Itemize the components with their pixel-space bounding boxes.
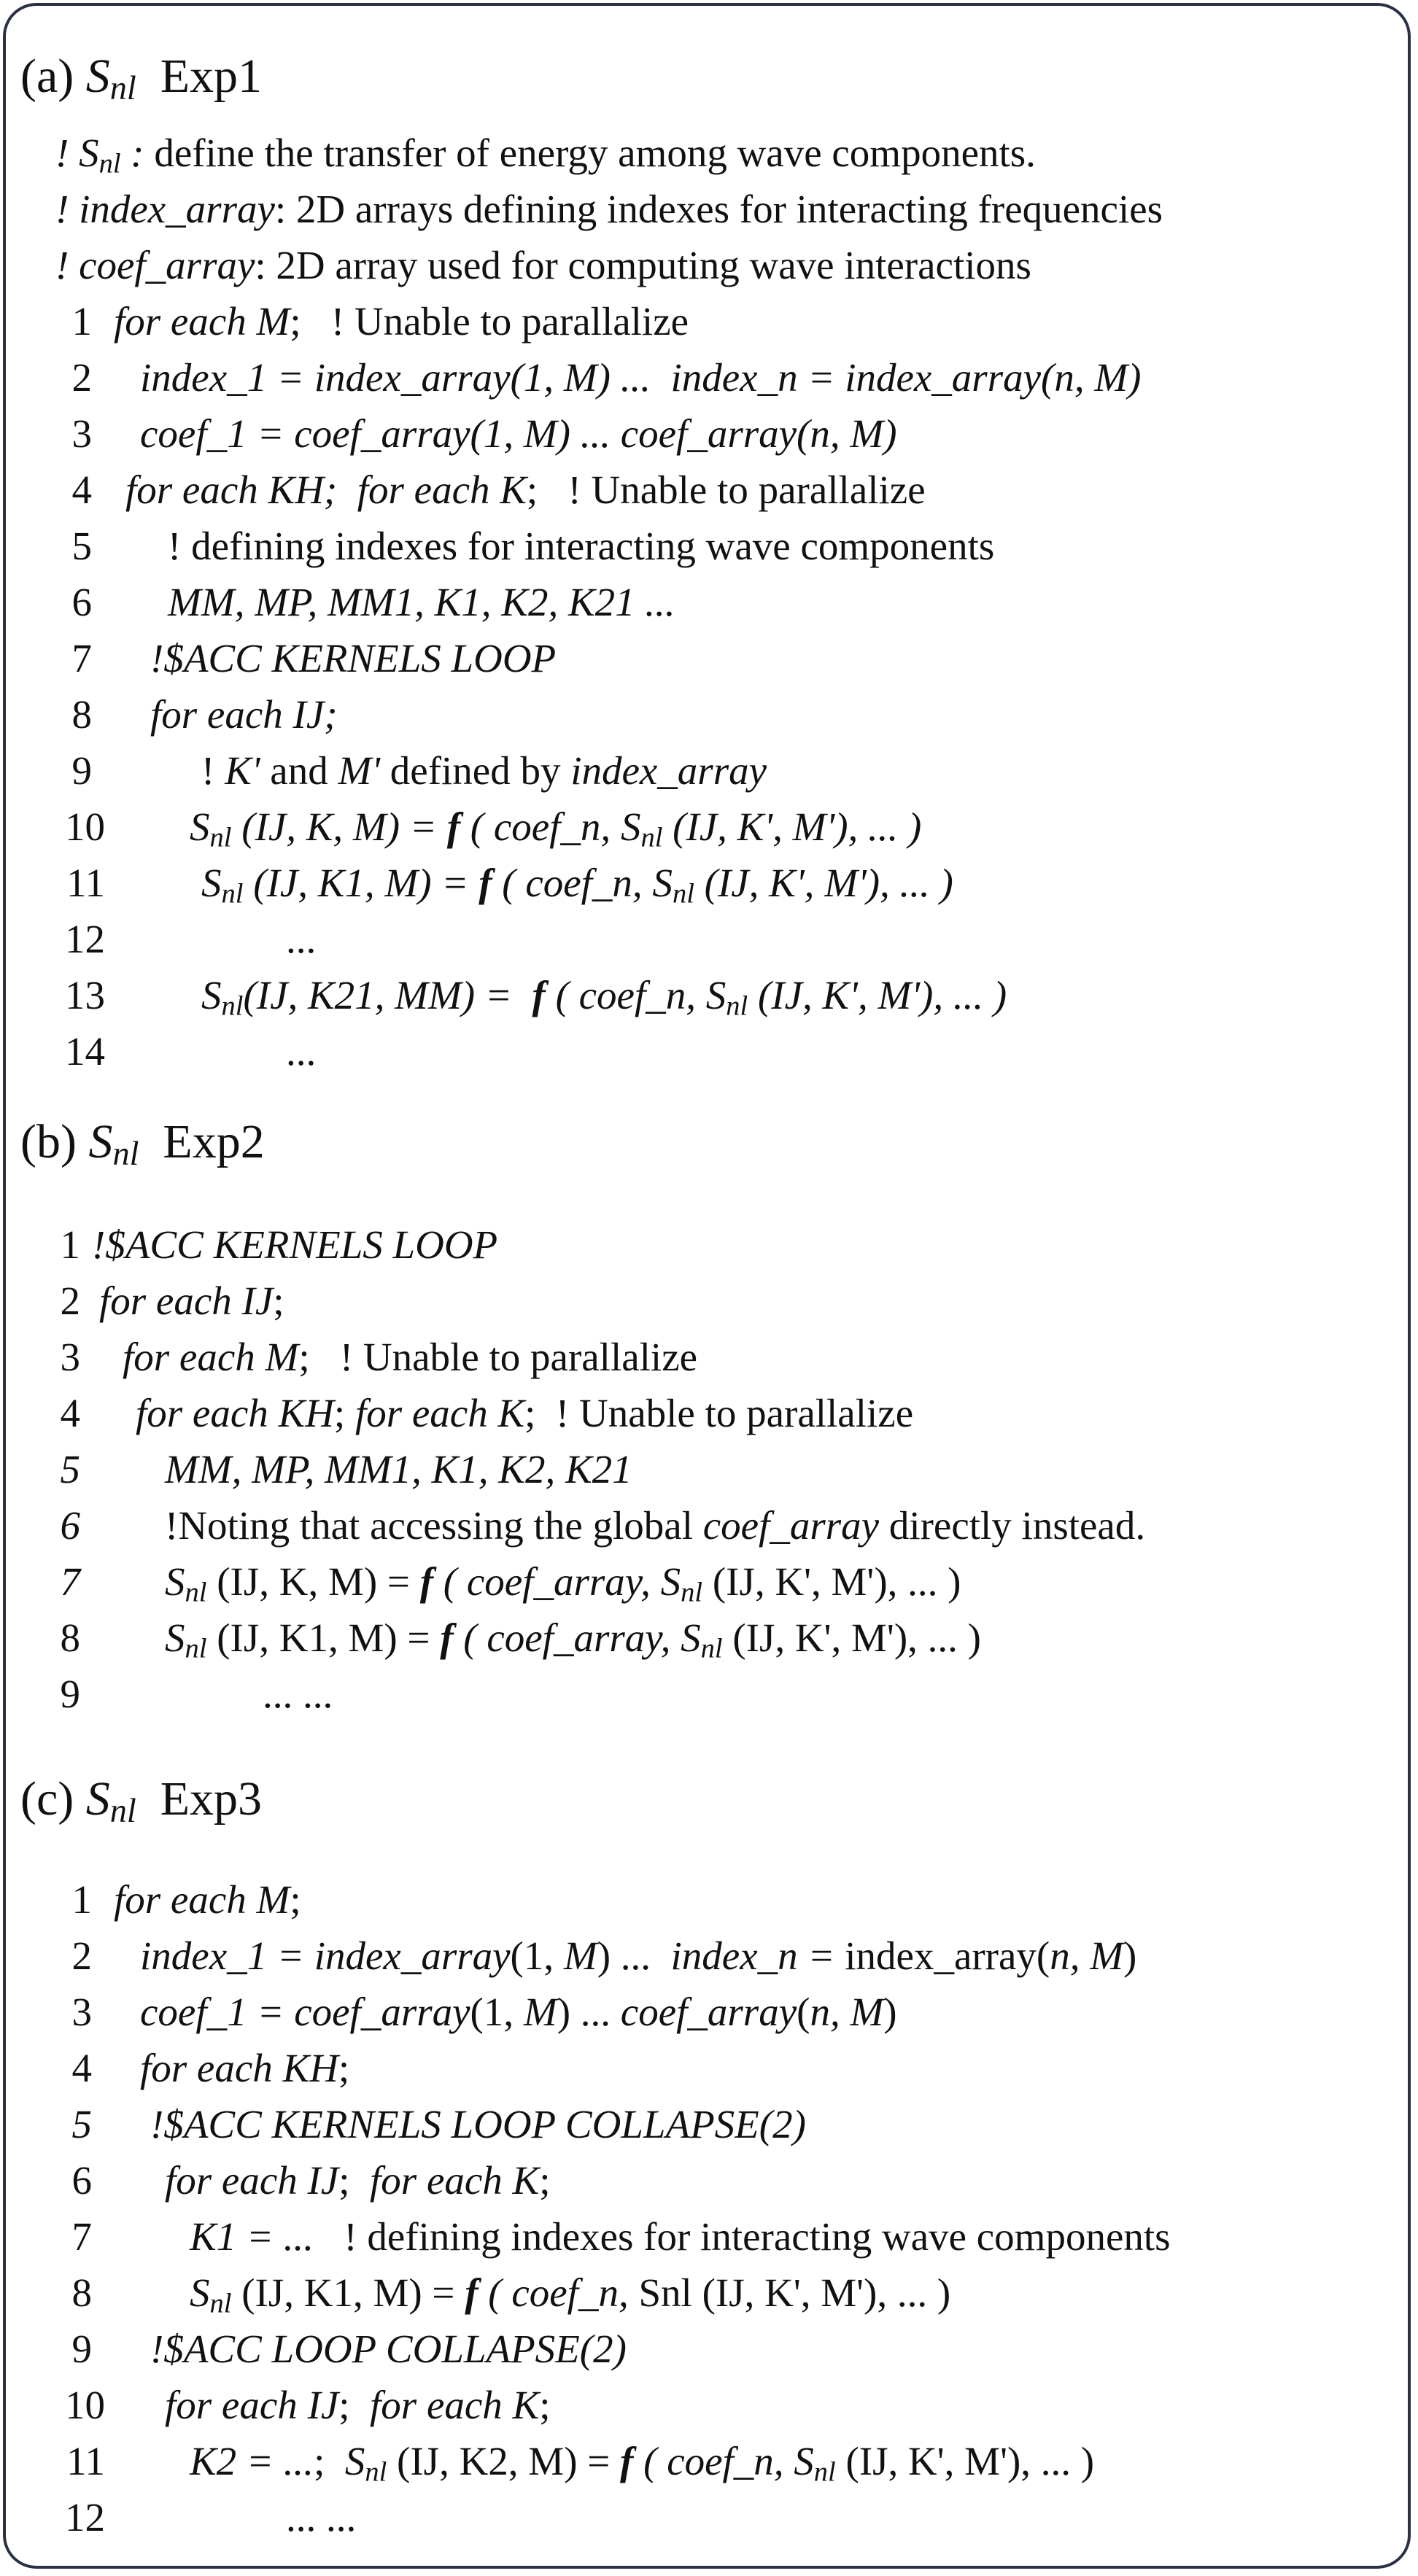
c3-text: : 2D array used for computing wave interactions	[255, 243, 1031, 287]
seg: directly instead.	[879, 1503, 1146, 1548]
code-line	[190, 2267, 950, 2319]
seg: nl	[209, 2288, 232, 2319]
seg: f	[419, 1559, 434, 1604]
seg: for each KH; for each K	[125, 468, 527, 512]
seg: M	[523, 1990, 557, 2034]
seg: for each M	[114, 1877, 290, 1922]
section-a-label: (a)	[20, 50, 74, 103]
seg: ( coef_n,	[478, 2270, 639, 2315]
seg: S	[620, 804, 641, 849]
code-line: ...	[286, 1029, 317, 1074]
code-line: coef_1 = coef_array(1, M) ... coef_array(n, M)	[140, 411, 897, 456]
line-number: 9	[71, 2327, 92, 2371]
code-line	[165, 1613, 981, 1664]
seg: S	[201, 861, 222, 905]
line-number: 10	[65, 2383, 105, 2427]
seg: defined by	[380, 748, 571, 793]
code-line: MM, MP, MM1, K1, K2, K21 ...	[168, 580, 675, 624]
seg: M'	[338, 748, 381, 793]
code-line: for each IJ;	[150, 692, 338, 737]
line-number: 6	[71, 580, 92, 624]
line-number: 4	[60, 1391, 80, 1435]
seg: nl	[681, 1577, 703, 1608]
seg: index_n =	[670, 1933, 845, 1978]
seg: Snl (IJ, K', M'), ... )	[638, 2270, 951, 2315]
seg: ( coef_array,	[453, 1615, 681, 1660]
seg: )	[883, 1990, 897, 2034]
seg: ;	[338, 2046, 350, 2090]
seg: index_array	[570, 748, 767, 793]
seg: (IJ, K', M'), ... )	[694, 861, 953, 905]
section-a-exp: Exp1	[160, 50, 263, 103]
code-line: !$ACC LOOP COLLAPSE(2)	[150, 2327, 627, 2371]
seg: for each K	[354, 1391, 525, 1435]
seg: for each KH	[136, 1391, 334, 1435]
code-line: ... ...	[263, 1672, 333, 1716]
line-number: 12	[65, 2495, 105, 2540]
code-line	[114, 296, 689, 347]
seg: coef_array	[702, 1503, 880, 1548]
snl-symbol: S	[85, 1772, 110, 1826]
seg: (IJ, K', M'), ... )	[702, 1559, 961, 1604]
line-number: 2	[71, 355, 92, 400]
line-number: 9	[71, 748, 92, 793]
line-number: 12	[65, 917, 105, 961]
code-line	[136, 1388, 913, 1439]
comment-line-2	[55, 184, 1163, 235]
line-number: 13	[65, 973, 105, 1017]
seg: f	[440, 1615, 454, 1660]
code-line	[190, 2436, 1094, 2487]
seg: S	[165, 1615, 185, 1660]
line-number: 5	[71, 524, 92, 568]
c2-pre: ! index_array	[55, 187, 275, 231]
seg: f	[446, 804, 461, 849]
line-number: 7	[71, 2214, 92, 2259]
snl-subscript: nl	[112, 1135, 139, 1173]
seg: ; ! Unable to parallalize	[524, 1391, 914, 1435]
seg: S	[660, 1559, 681, 1604]
line-number: 10	[65, 804, 105, 849]
seg: S	[652, 861, 673, 905]
code-line: ...	[286, 917, 317, 961]
seg: S	[190, 804, 210, 849]
code-line: ! defining indexes for interacting wave components	[168, 524, 995, 568]
snl-subscript: nl	[109, 69, 136, 107]
seg: ) ...	[557, 1990, 621, 2034]
code-line	[165, 1556, 961, 1607]
code-line: index_1 = index_array(1, M) ... index_n = index_array(n, M)	[140, 355, 1142, 400]
seg: S	[705, 973, 727, 1017]
code-line	[99, 1276, 284, 1327]
seg: ( coef_n,	[460, 804, 621, 849]
seg: K1 = ...	[190, 2214, 314, 2259]
seg: n, M	[1050, 1933, 1124, 1978]
code-line	[165, 1500, 1145, 1551]
seg: f	[532, 973, 546, 1017]
seg: (1,	[470, 1990, 524, 2034]
seg: ;	[338, 2383, 371, 2427]
seg: f	[465, 2270, 479, 2315]
seg: (IJ, K2, M) =	[387, 2439, 621, 2483]
line-number: 1	[71, 299, 92, 344]
seg: ! defining indexes for interacting wave components	[314, 2214, 1171, 2259]
code-line: !$ACC KERNELS LOOP	[92, 1222, 498, 1267]
code-line: ... ...	[286, 2495, 357, 2540]
seg: ( coef_n,	[545, 973, 706, 1017]
seg: S	[165, 1559, 185, 1604]
seg: index_1 = index_array	[140, 1933, 511, 1978]
code-line	[125, 465, 926, 516]
code-line	[190, 802, 921, 853]
seg: (IJ, K1, M) =	[206, 1615, 441, 1660]
code-line	[123, 1332, 697, 1383]
seg: (1,	[510, 1933, 564, 1978]
line-number: 8	[71, 2270, 92, 2315]
seg: ( coef_array,	[433, 1559, 661, 1604]
code-line	[140, 1987, 897, 2038]
seg: for each IJ	[99, 1279, 274, 1323]
seg: ;	[539, 2158, 551, 2203]
seg: K'	[225, 748, 260, 793]
snl-symbol: S	[88, 1115, 113, 1168]
seg: )	[1123, 1933, 1137, 1978]
seg: ;	[338, 2158, 371, 2203]
line-number: 3	[71, 411, 92, 456]
seg: nl	[640, 822, 663, 853]
seg: ( coef_n,	[492, 861, 653, 905]
seg: ( coef_n,	[633, 2439, 794, 2483]
seg: coef_array	[620, 1990, 797, 2034]
code-line	[201, 858, 953, 909]
seg: for each M	[114, 299, 290, 344]
seg: nl	[813, 2456, 836, 2488]
seg: (IJ, K1, M) =	[231, 2270, 465, 2315]
seg: nl	[221, 990, 244, 1022]
seg: S	[794, 2439, 814, 2483]
seg: for each IJ	[165, 2383, 339, 2427]
line-number: 7	[60, 1559, 80, 1604]
seg: nl	[726, 990, 748, 1022]
seg: nl	[365, 2456, 387, 2488]
line-number: 11	[66, 861, 105, 905]
comment-line-1	[55, 128, 1036, 179]
seg: S	[681, 1615, 701, 1660]
code-line	[201, 745, 767, 796]
seg: (IJ, K', M'), ... )	[748, 973, 1007, 1017]
line-number: 4	[71, 2046, 92, 2090]
code-line: !$ACC KERNELS LOOP	[150, 636, 557, 680]
seg: (IJ, K', M'), ... )	[722, 1615, 981, 1660]
c3-pre: ! coef_array	[55, 243, 255, 287]
line-number: 5	[60, 1447, 80, 1491]
seg: ;	[539, 2383, 551, 2427]
line-number: 1	[60, 1222, 80, 1267]
line-number: 3	[60, 1335, 80, 1379]
seg: nl	[185, 1633, 207, 1664]
snl-subscript: nl	[109, 1792, 136, 1830]
seg: ; ! Unable to parallalize	[526, 468, 926, 512]
line-number: 4	[71, 468, 92, 512]
seg: for each K	[370, 2158, 540, 2203]
line-number: 2	[60, 1279, 80, 1323]
seg: f	[620, 2439, 634, 2483]
section-a-heading	[20, 47, 262, 106]
c1-sub: nl	[98, 148, 121, 179]
code-line	[140, 1931, 1136, 1982]
seg: nl	[185, 1577, 207, 1608]
seg: S	[344, 2439, 365, 2483]
seg: K2 = ...	[190, 2439, 314, 2483]
seg: (IJ, K21, MM) =	[243, 973, 532, 1017]
seg: ;	[314, 2439, 345, 2483]
seg: for each KH	[140, 2046, 338, 2090]
section-b-heading	[20, 1113, 265, 1171]
seg: nl	[700, 1633, 723, 1664]
section-b-exp: Exp2	[163, 1115, 265, 1168]
c1-text: define the transfer of energy among wave components.	[144, 131, 1036, 175]
code-line: !$ACC KERNELS LOOP COLLAPSE(2)	[150, 2102, 806, 2146]
line-number: 8	[60, 1615, 80, 1660]
code-line	[165, 2380, 551, 2431]
seg: nl	[672, 878, 694, 909]
line-number: 1	[71, 1877, 92, 1922]
line-number: 2	[71, 1933, 92, 1978]
section-b-label: (b)	[20, 1115, 77, 1168]
seg: M	[563, 1933, 597, 1978]
seg: coef_1 = coef_array	[140, 1990, 470, 2034]
seg: (IJ, K', M'), ... )	[662, 804, 922, 849]
seg: index_array(	[845, 1933, 1050, 1978]
seg: !Noting that accessing the global	[165, 1503, 703, 1548]
seg: ;	[290, 1877, 301, 1922]
section-c-label: (c)	[20, 1772, 74, 1826]
seg: !	[201, 748, 225, 793]
seg: and	[260, 748, 338, 793]
seg: (IJ, K, M) =	[206, 1559, 420, 1604]
code-listing-panel	[3, 3, 1411, 2569]
code-line	[165, 2155, 551, 2206]
line-number: 6	[71, 2158, 92, 2203]
seg: (IJ, K', M'), ... )	[835, 2439, 1095, 2483]
line-number: 14	[65, 1029, 105, 1074]
comment-line-3	[55, 240, 1031, 291]
seg: ;	[333, 1391, 355, 1435]
c1-s: S	[79, 131, 99, 175]
seg: (IJ, K, M) =	[231, 804, 447, 849]
line-number: 5	[71, 2102, 92, 2146]
seg: n, M	[810, 1990, 884, 2034]
c1-colon: :	[120, 131, 144, 175]
line-number: 6	[60, 1503, 80, 1548]
line-number: 8	[71, 692, 92, 737]
seg: ; ! Unable to parallalize	[290, 299, 689, 344]
seg: (IJ, K1, M) =	[243, 861, 479, 905]
seg: S	[190, 2270, 210, 2315]
seg: ; ! Unable to parallalize	[298, 1335, 698, 1379]
seg: ;	[273, 1279, 284, 1323]
seg: S	[201, 973, 222, 1017]
seg: for each IJ	[165, 2158, 339, 2203]
line-number: 7	[71, 636, 92, 680]
seg: nl	[221, 878, 244, 909]
line-number: 9	[60, 1672, 80, 1716]
code-line: MM, MP, MM1, K1, K2, K21	[165, 1447, 632, 1491]
seg: ) ...	[597, 1933, 671, 1978]
code-line	[190, 2211, 1171, 2262]
seg: (	[797, 1990, 810, 2034]
c1-pre: !	[55, 131, 80, 175]
code-line	[201, 970, 1007, 1021]
line-number: 11	[66, 2439, 105, 2483]
seg: for each K	[370, 2383, 540, 2427]
seg: f	[479, 861, 492, 905]
snl-symbol: S	[85, 50, 110, 103]
section-c-heading	[20, 1770, 262, 1828]
seg: nl	[209, 822, 232, 853]
line-number: 3	[71, 1990, 92, 2034]
seg: for each M	[123, 1335, 299, 1379]
section-c-exp: Exp3	[160, 1772, 263, 1826]
code-line	[140, 2043, 349, 2094]
c2-text: : 2D arrays defining indexes for interacting frequencies	[274, 187, 1163, 231]
code-line	[114, 1874, 301, 1925]
